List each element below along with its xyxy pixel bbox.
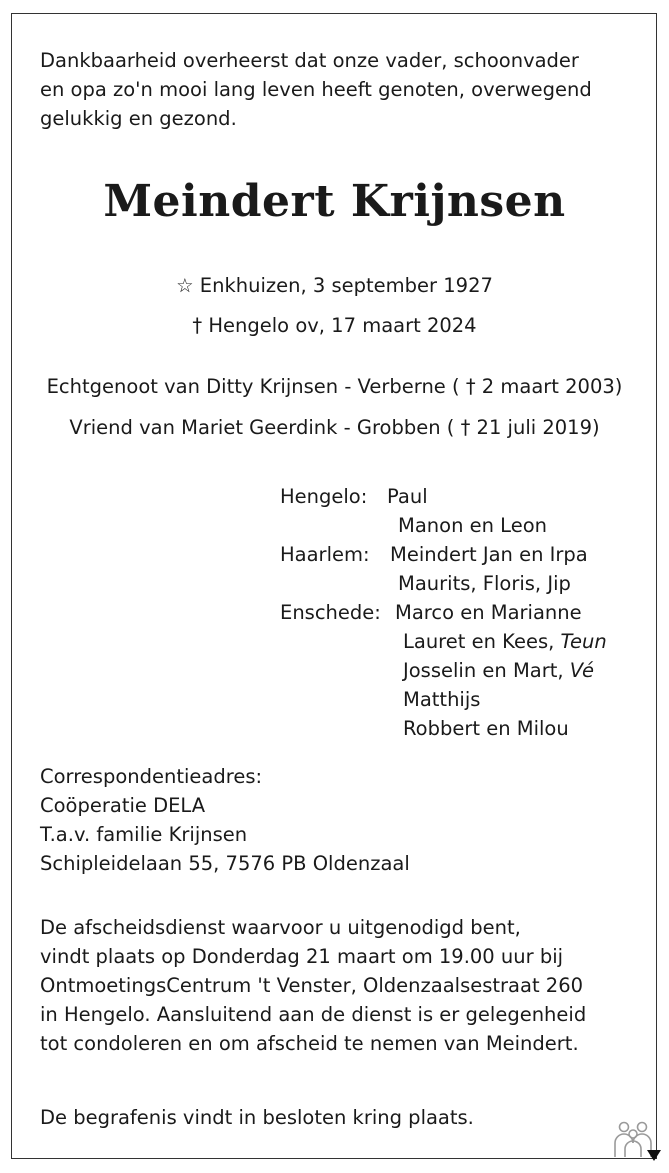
burial-text: De begrafenis vindt in besloten kring plaats. — [40, 1106, 474, 1129]
family-city: Haarlem: — [280, 543, 370, 566]
grandchild-name: Teun — [560, 630, 607, 653]
service-line: in Hengelo. Aansluitend aan de dienst is er gelegenheid — [40, 1003, 587, 1026]
family-city: Hengelo: — [280, 485, 368, 508]
spouse-text: Echtgenoot van Ditty Krijnsen - Verberne ( — [46, 375, 460, 398]
service-line: vindt plaats op Donderdag 21 maart om 19.00 uur bij — [40, 945, 564, 968]
family-member: Paul — [387, 485, 428, 508]
family-member — [403, 627, 607, 656]
service-line: tot condoleren en om afscheid te nemen van Meindert. — [40, 1032, 579, 1055]
family-member: Meindert Jan en Irpa — [390, 543, 588, 566]
death-line — [0, 311, 669, 340]
birth-text: Enkhuizen, 3 september 1927 — [199, 274, 493, 297]
cross-icon: † — [460, 416, 471, 439]
intro-line: gelukkig en gezond. — [40, 107, 237, 130]
spouse-line — [0, 372, 669, 401]
cross-icon: † — [192, 314, 203, 337]
death-text: Hengelo ov, 17 maart 2024 — [208, 314, 477, 337]
family-member: Manon en Leon — [398, 514, 547, 537]
cross-icon: † — [465, 375, 476, 398]
service-line: De afscheidsdienst waarvoor u uitgenodigd bent, — [40, 916, 521, 939]
family-member-text: Lauret en Kees, — [403, 630, 561, 653]
correspondence-line: Coöperatie DELA — [40, 794, 206, 817]
intro-line: en opa zo'n mooi lang leven heeft genoten, overwegend — [40, 78, 592, 101]
intro-line: Dankbaarheid overheerst dat onze vader, schoonvader — [40, 49, 579, 72]
grandchild-name: Vé — [569, 659, 594, 682]
family-city: Enschede: — [280, 601, 381, 624]
family-member: Maurits, Floris, Jip — [398, 572, 571, 595]
spouse-date: 2 maart 2003) — [481, 375, 623, 398]
family-member: Matthijs — [403, 688, 481, 711]
family-member-text: Josselin en Mart, — [403, 659, 570, 682]
correspondence-line: Correspondentieadres: — [40, 765, 263, 788]
family-member: Marco en Marianne — [395, 601, 582, 624]
correspondence-line: T.a.v. familie Krijnsen — [40, 823, 248, 846]
correspondence-line: Schipleidelaan 55, 7576 PB Oldenzaal — [40, 852, 410, 875]
birth-line — [0, 271, 669, 300]
triangle-down-icon — [647, 1150, 661, 1161]
deceased-name: Meindert Krijnsen — [103, 176, 566, 227]
service-block — [40, 913, 586, 1058]
partner-date: 21 juli 2019) — [476, 416, 600, 439]
partner-line — [0, 413, 669, 442]
correspondence-block — [40, 762, 410, 878]
service-line: OntmoetingsCentrum 't Venster, Oldenzaalsestraat 260 — [40, 974, 584, 997]
family-member: Robbert en Milou — [403, 717, 569, 740]
family-member — [403, 656, 594, 685]
intro-text — [40, 46, 592, 133]
star-icon: ☆ — [176, 274, 194, 297]
partner-text: Vriend van Mariet Geerdink - Grobben ( — [69, 416, 455, 439]
